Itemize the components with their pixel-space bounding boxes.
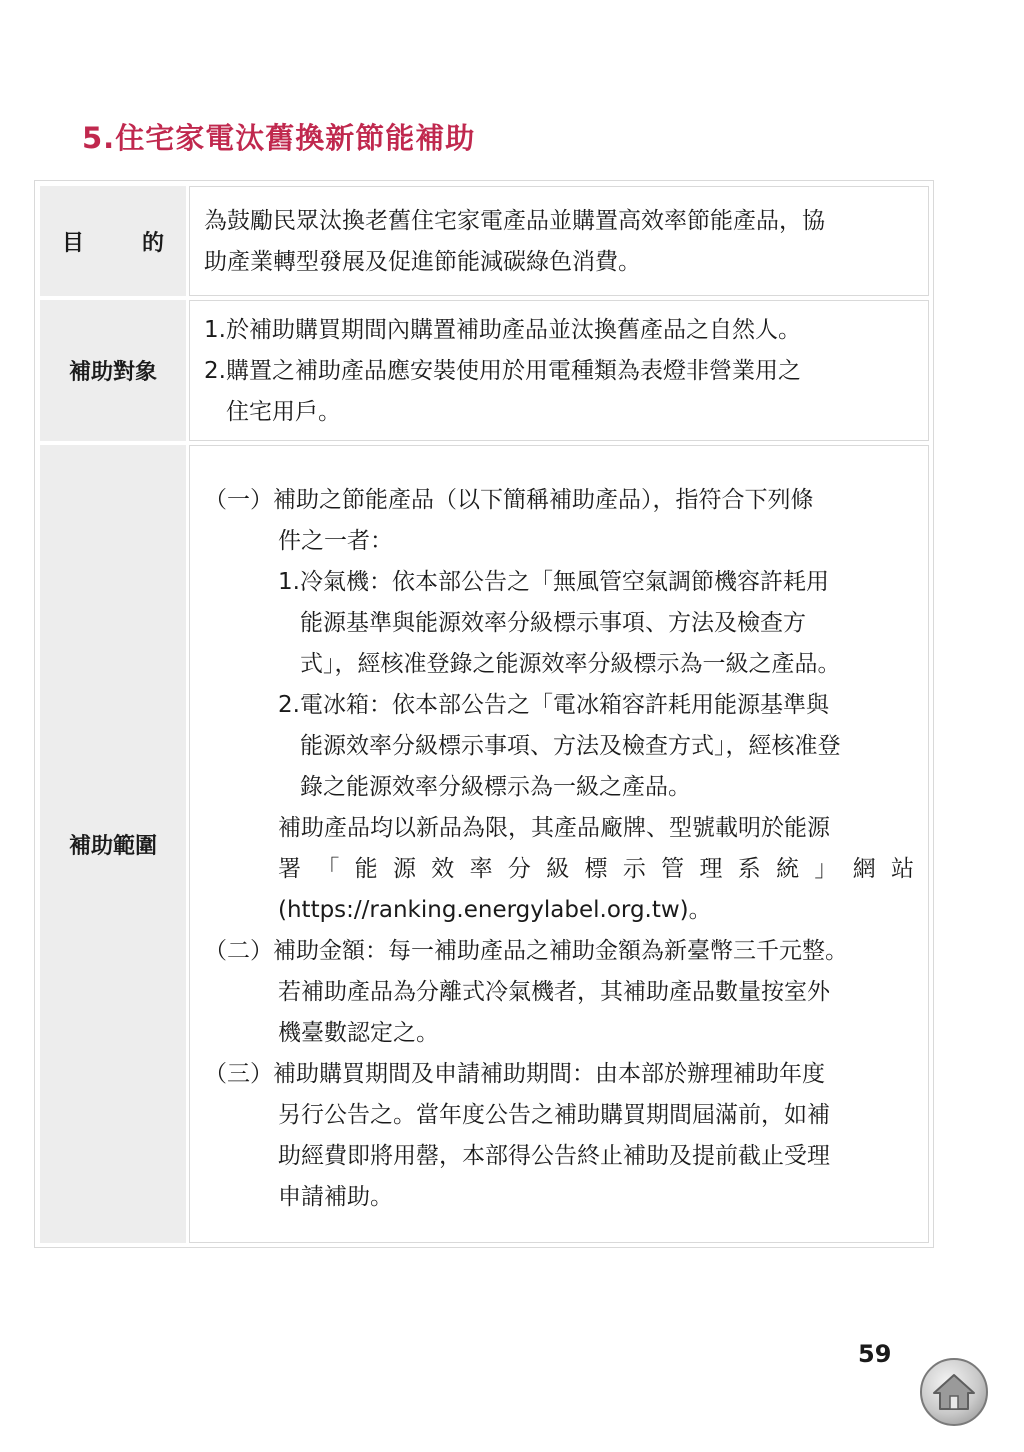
scope-line: 若補助產品為分離式冷氣機者，其補助產品數量按室外 <box>278 979 830 1005</box>
scope-line: 補助產品均以新品為限，其產品廠牌、型號載明於能源 <box>278 815 830 841</box>
scope-line: (https://ranking.energylabel.org.tw)。 <box>278 897 712 923</box>
section-title: 5.住宅家電汰舊換新節能補助 <box>82 121 476 155</box>
target-label-cell <box>40 300 186 441</box>
scope-line: 能源效率分級標示事項、方法及檢查方式」，經核准登 <box>300 733 841 759</box>
subsidy-table <box>34 180 934 1248</box>
target-content-cell <box>189 300 929 441</box>
scope-line-justified: 署「能源效率分級標示管理系統」網站 <box>278 856 914 882</box>
scope-line: 能源基準與能源效率分級標示事項、方法及檢查方 <box>300 610 806 636</box>
purpose-line: 為鼓勵民眾汰換老舊住宅家電產品並購置高效率節能產品，協 <box>204 208 825 234</box>
scope-label: 補助範圍 <box>68 833 157 859</box>
target-line: 2.購置之補助產品應安裝使用於用電種類為表燈非營業用之 <box>204 358 801 384</box>
scope-label-cell <box>40 445 186 1243</box>
purpose-label-a: 目 <box>62 230 85 256</box>
scope-line: 1.冷氣機：依本部公告之「無風管空氣調節機容許耗用 <box>278 569 829 595</box>
scope-content-cell <box>189 445 929 1243</box>
scope-line: （二）補助金額：每一補助產品之補助金額為新臺幣三千元整。 <box>204 938 848 964</box>
purpose-content-cell <box>189 186 929 296</box>
scope-line: 錄之能源效率分級標示為一級之產品。 <box>300 774 691 800</box>
target-line: 住宅用戶。 <box>226 399 341 425</box>
scope-line: 助經費即將用罄，本部得公告終止補助及提前截止受理 <box>278 1143 830 1169</box>
scope-line: （一）補助之節能產品（以下簡稱補助產品），指符合下列條 <box>204 487 814 513</box>
purpose-label-cell <box>40 186 186 296</box>
scope-line: 機臺數認定之。 <box>278 1020 439 1046</box>
scope-line: （三）補助購買期間及申請補助期間：由本部於辦理補助年度 <box>204 1061 825 1087</box>
purpose-line: 助產業轉型發展及促進節能減碳綠色消費。 <box>204 249 641 275</box>
home-icon <box>932 1372 976 1412</box>
scope-line: 2.電冰箱：依本部公告之「電冰箱容許耗用能源基準與 <box>278 692 829 718</box>
scope-line: 式」，經核准登錄之能源效率分級標示為一級之產品。 <box>300 651 841 677</box>
home-button[interactable] <box>920 1358 988 1426</box>
scope-line: 申請補助。 <box>278 1184 393 1210</box>
page-number: 59 <box>858 1340 892 1368</box>
target-label: 補助對象 <box>68 360 157 385</box>
purpose-label-b: 的 <box>141 230 164 256</box>
scope-line: 另行公告之。當年度公告之補助購買期間屆滿前，如補 <box>278 1102 830 1128</box>
target-line: 1.於補助購買期間內購置補助產品並汰換舊產品之自然人。 <box>204 317 801 343</box>
scope-line: 件之一者： <box>278 528 393 554</box>
